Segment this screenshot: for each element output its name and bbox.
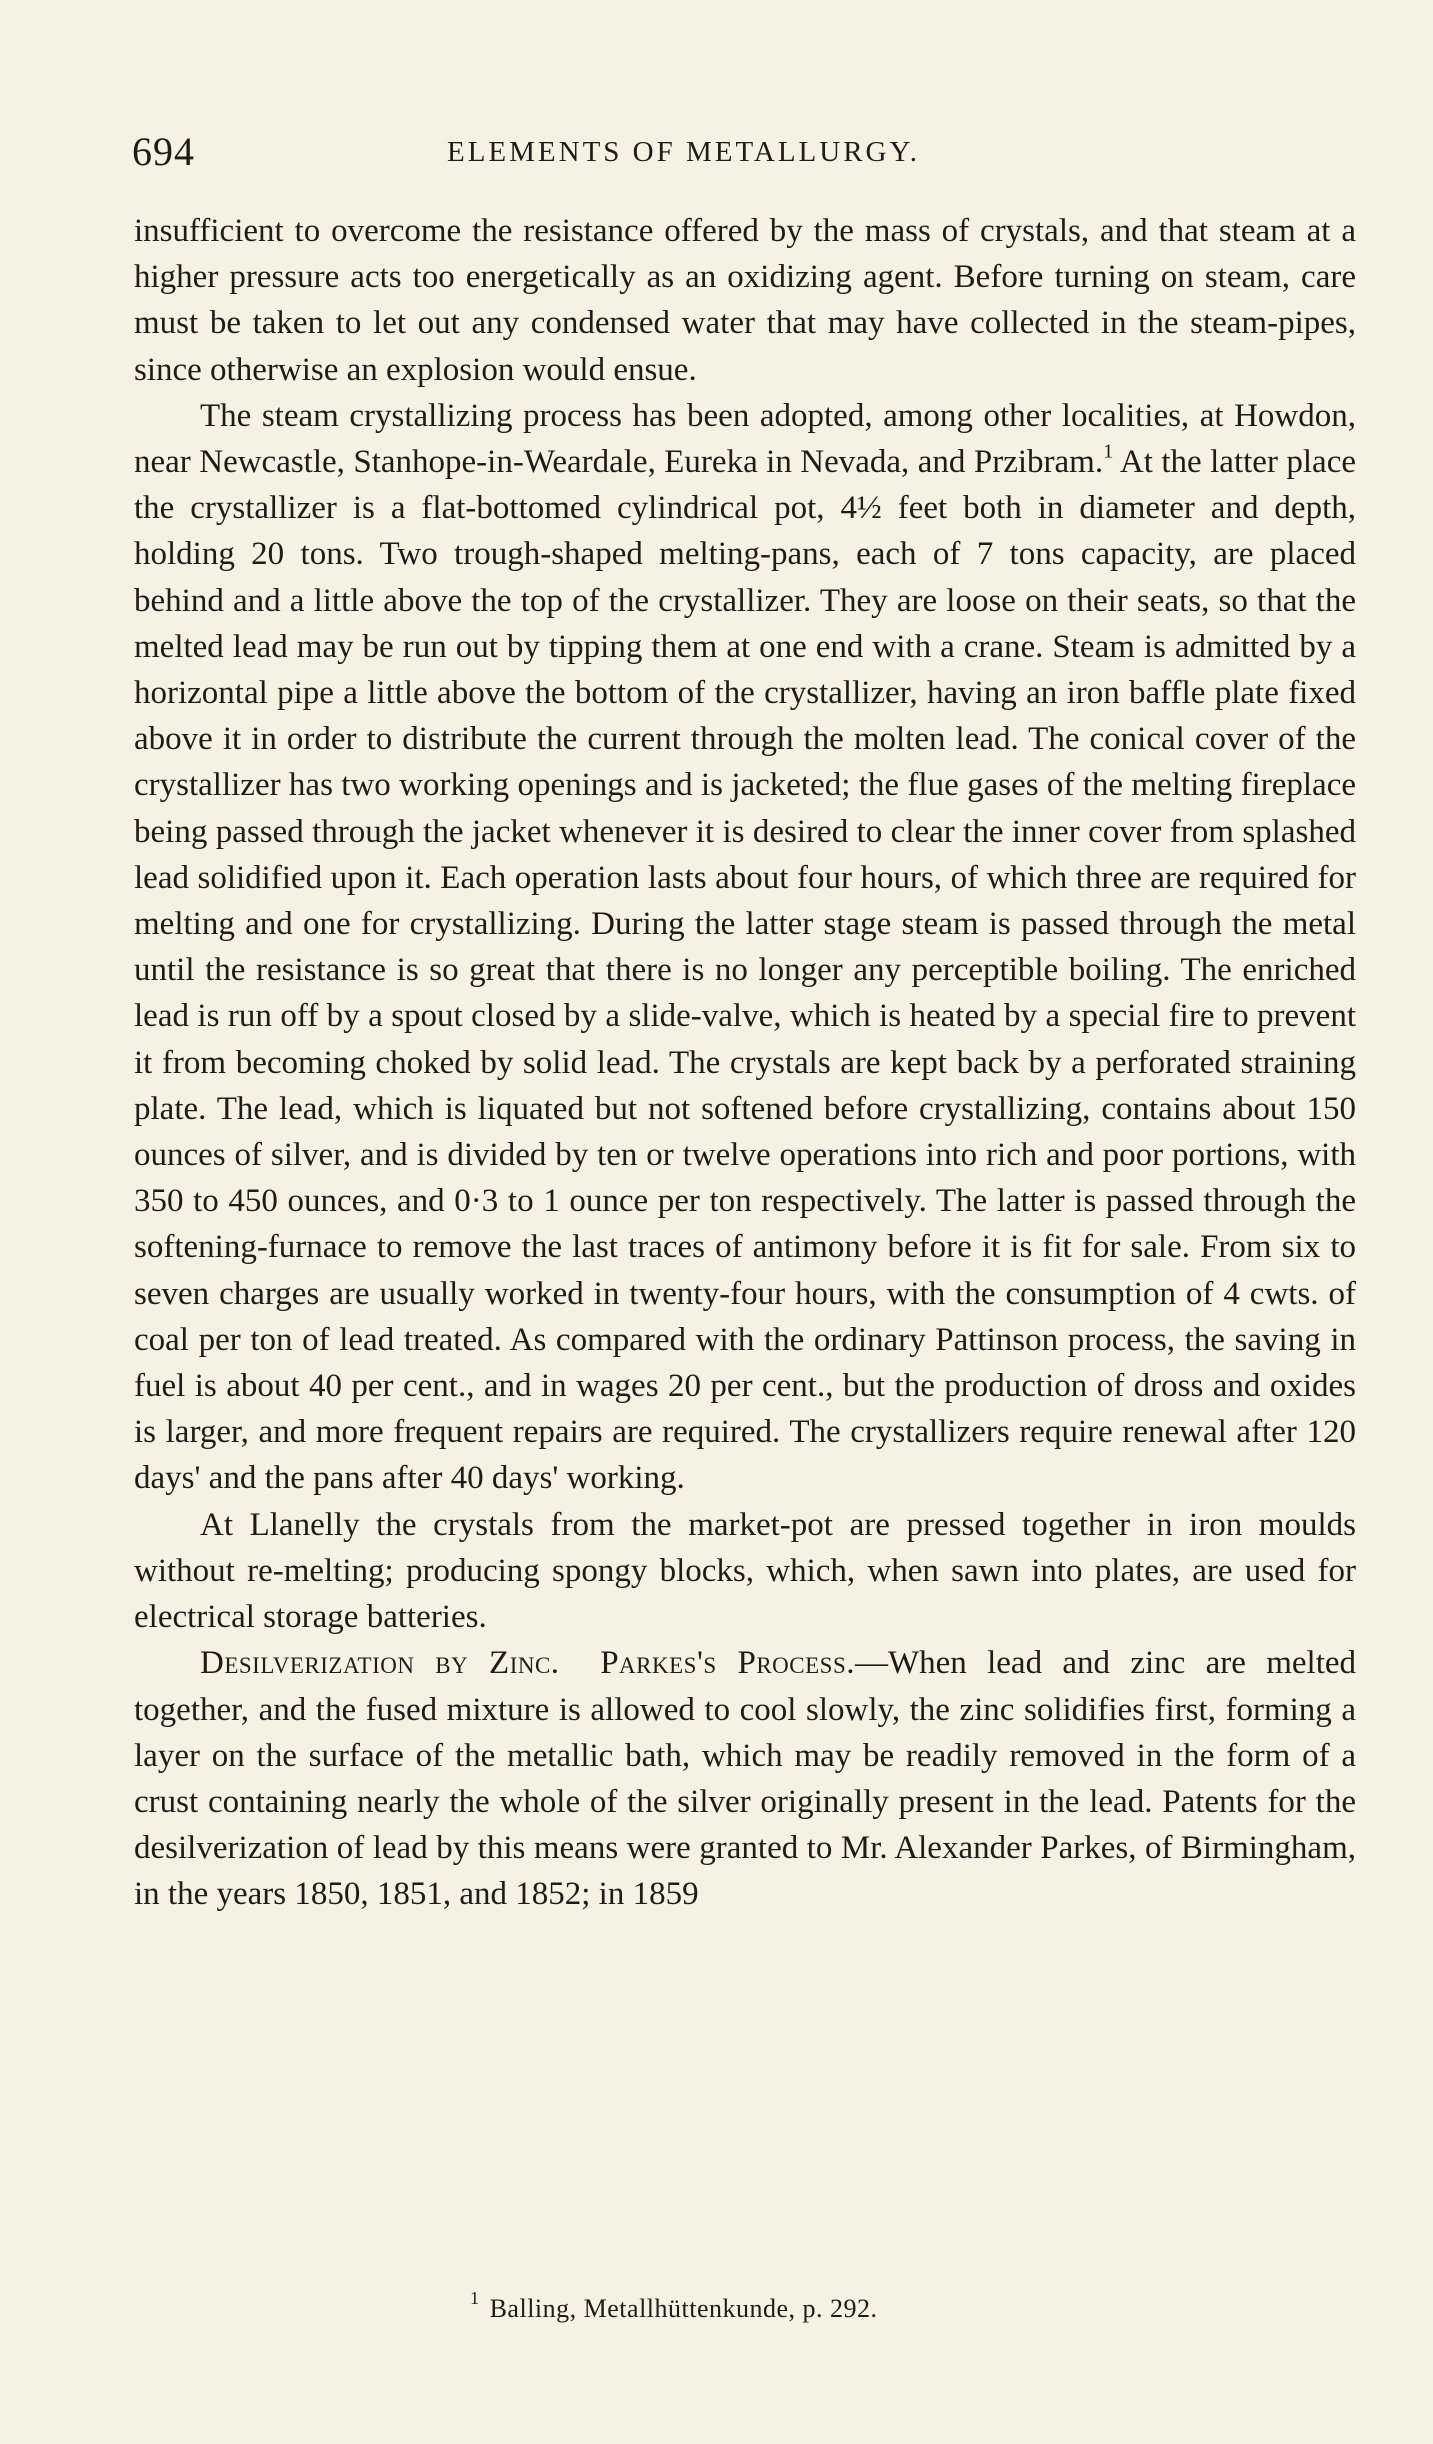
body-text — [134, 208, 1356, 1918]
paragraph-2-text-a: The steam crystallizing process has been adopted, among other localities, at Howdon, near Newcastle, Stanhope-in-Weardale, Eureka in Nevada, and Przibram. — [134, 397, 1356, 481]
section-heading-desilverization: Desilverization by Zinc. — [200, 1645, 560, 1682]
footnote-mark: 1 — [470, 2288, 480, 2309]
paragraph-2-text-b: At the latter place the crystallizer is a flat-bottomed cylindrical pot, 4½ feet both in diameter and depth, holding 20 tons. Two trough-shaped melting-pans, each of 7 tons capacity, are placed behind and a little above the top of the crystallizer. They are loose on their seats, so that the melted lead may be run out by tipping them at one end with a crane. Steam is admitted by a horizontal pipe a little above the bottom of the crystallizer, having an iron baffle plate fixed above it in order to distribute the current through the molten lead. The conical cover of the crystallizer has two working openings and is jacketed; the flue gases of the melting fireplace being passed through the jacket whenever it is desired to clear the inner cover from splashed lead solidified upon it. Each operation lasts about four hours, of which three are required for melting and one for crystallizing. During the latter stage steam is passed through the metal until the resistance is so great that there is no longer any perceptible boiling. The enriched lead is run off by a spout closed by a slide-valve, which is heated by a special fire to prevent it from becoming choked by solid lead. The crystals are kept back by a perforated straining plate. The lead, which is liquated but not softened before crystallizing, contains about 150 ounces of silver, and is divided by ten or twelve operations into rich and poor portions, with 350 to 450 ounces, and 0·3 to 1 ounce per ton respectively. The latter is passed through the softening-furnace to remove the last traces of antimony before it is fit for sale. From six to seven charges are usually worked in twenty-four hours, with the consumption of 4 cwts. of coal per ton of lead treated. As compared with the ordinary Pattinson process, the saving in fuel is about 40 per cent., and in wages 20 per cent., but the production of dross and oxides is larger, and more frequent repairs are required. The crystallizers require renewal after 120 days' and the pans after 40 days' working. — [134, 444, 1356, 1497]
section-heading-parkes-process: Parkes's Process. — [600, 1645, 856, 1682]
running-title: ELEMENTS OF METALLURGY. — [447, 136, 920, 168]
paragraph-2 — [134, 393, 1356, 1502]
footnote — [470, 2288, 878, 2324]
paragraph-4 — [134, 1640, 1356, 1917]
footnote-text: Balling, Metallhüttenkunde, p. 292. — [489, 2294, 878, 2323]
paragraph-3: At Llanelly the crystals from the market-pot are pressed together in iron moulds without re-melting; producing spongy blocks, which, when sawn into plates, are used for electrical storage batteries. — [134, 1506, 1356, 1636]
paragraph-1: insufficient to overcome the resistance offered by the mass of crystals, and that steam at a higher pressure acts too energetically as an oxidizing agent. Before turning on steam, care must be taken to let out any condensed water that may have collected in the steam-pipes, since otherwise an explosion would ensue. — [134, 213, 1356, 388]
page-number: 694 — [132, 129, 195, 174]
footnote-reference: 1 — [1103, 440, 1114, 463]
page-header — [132, 128, 1352, 178]
paragraph-4-text: —When lead and zinc are melted together, and the fused mixture is allowed to cool slowly, the zinc solidifies first, forming a layer on the surface of the metallic bath, which may be readily removed in the form of a crust containing nearly the whole of the silver originally present in the lead. Patents for the desilverization of lead by this means were granted to Mr. Alexander Parkes, of Birmingham, in the years 1850, 1851, and 1852; in 1859 — [134, 1645, 1357, 1913]
